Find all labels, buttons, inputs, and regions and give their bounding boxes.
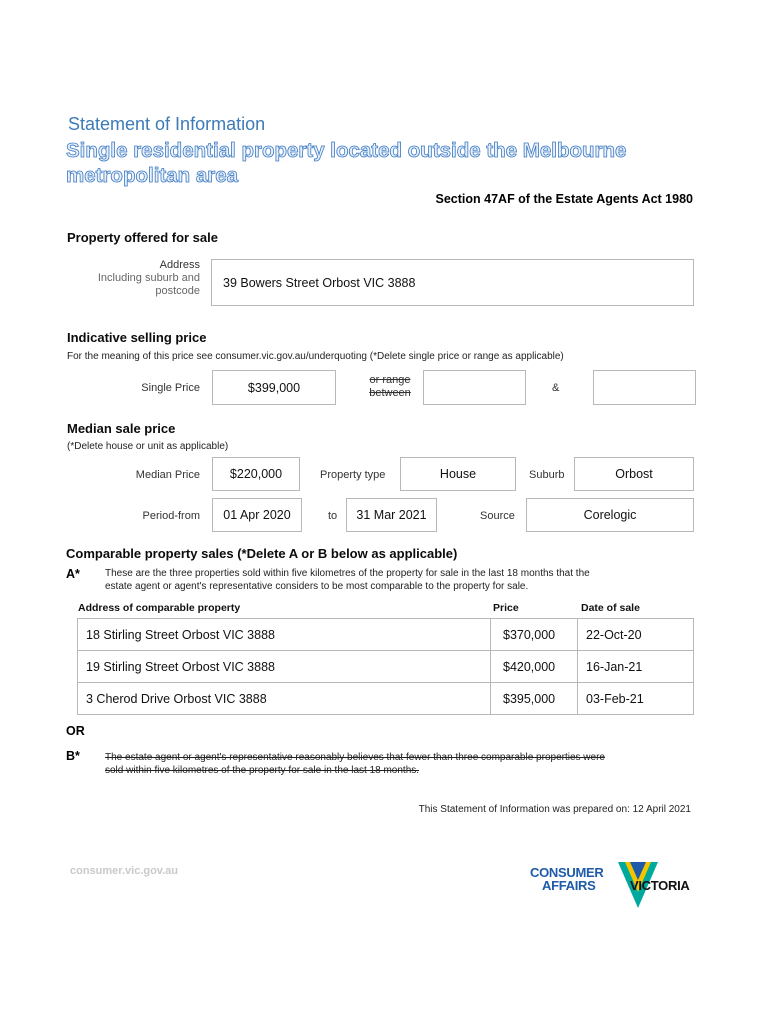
source-field[interactable] (526, 498, 694, 532)
range-label (360, 374, 420, 400)
source-label: Source (480, 510, 515, 522)
prepared-date: This Statement of Information was prepared on: 12 April 2021 (418, 804, 691, 815)
address-value: 39 Bowers Street Orbost VIC 3888 (223, 275, 416, 290)
option-a-text-line-2: estate agent or agent's representative considers to be most comparable to the property for sale. (105, 580, 529, 592)
consumer-affairs-victoria-logo (530, 862, 700, 910)
option-b-text-line-1: The estate agent or agent's representative reasonably believes that fewer than three comparable properties were (105, 752, 605, 763)
period-from-field[interactable] (212, 498, 302, 532)
address-label-line-1: Address (159, 259, 200, 271)
period-to-field[interactable] (346, 498, 437, 532)
period-to-label: to (328, 510, 338, 522)
comparable-address-1: 18 Stirling Street Orbost VIC 3888 (86, 627, 275, 642)
median-heading: Median sale price (67, 421, 176, 436)
suburb-value: Orbost (615, 467, 653, 481)
act-reference: Section 47AF of the Estate Agents Act 1980 (435, 192, 693, 206)
single-price-field[interactable] (212, 370, 336, 405)
range-to-field[interactable] (593, 370, 696, 405)
comparable-date-1: 22-Oct-20 (586, 627, 642, 642)
address-label-line-3: postcode (155, 285, 200, 297)
column-date-header: Date of sale (581, 602, 640, 614)
column-address-header: Address of comparable property (78, 602, 241, 614)
table-rule-mid-1 (490, 618, 491, 715)
or-separator: OR (66, 724, 85, 738)
period-from-value: 01 Apr 2020 (223, 508, 291, 522)
option-b-text (105, 751, 695, 777)
comparable-date-2: 16-Jan-21 (586, 659, 643, 674)
source-value: Corelogic (583, 508, 637, 522)
table-rule-left (77, 618, 78, 715)
single-price-value: $399,000 (247, 380, 301, 395)
comparable-date-3: 03-Feb-21 (586, 691, 644, 706)
option-a-text-line-1: These are the three properties sold within five kilometres of the property for sale in the last 18 months that the (105, 568, 590, 579)
statement-label: Statement of Information (68, 114, 266, 134)
logo-consumer-text: CONSUMER (530, 865, 604, 880)
table-rule-right (693, 618, 694, 715)
logo-victoria-text: VICTORIA (630, 878, 690, 893)
comparable-table (77, 618, 694, 716)
option-a-text (105, 568, 695, 593)
comparable-address-2: 19 Stirling Street Orbost VIC 3888 (86, 659, 275, 674)
address-label (98, 259, 200, 298)
indicative-note: For the meaning of this price see consumer.vic.gov.au/underquoting (*Delete single price or range as applicable) (67, 351, 564, 362)
address-field[interactable] (211, 259, 694, 306)
indicative-heading: Indicative selling price (67, 330, 207, 345)
median-price-label: Median Price (135, 469, 200, 481)
range-ampersand: & (552, 382, 560, 394)
single-price-label: Single Price (141, 382, 200, 394)
suburb-field[interactable] (574, 457, 694, 491)
range-label-line-2: between (369, 387, 411, 399)
period-from-label: Period-from (142, 510, 200, 522)
property-type-value: House (439, 467, 477, 481)
footer-website: consumer.vic.gov.au (70, 865, 179, 877)
period-to-value: 31 Mar 2021 (356, 508, 427, 522)
table-rule-mid-2 (577, 618, 578, 715)
comparable-heading: Comparable property sales (*Delete A or B below as applicable) (66, 546, 458, 561)
document-title: Single residential property located outside the Melbourne metropolitan area (66, 139, 627, 187)
property-heading: Property offered for sale (67, 230, 218, 245)
comparable-address-3: 3 Cherod Drive Orbost VIC 3888 (86, 691, 267, 706)
median-note: (*Delete house or unit as applicable) (67, 441, 229, 452)
logo-affairs-text: AFFAIRS (542, 878, 596, 893)
comparable-price-3: $395,000 (503, 691, 556, 706)
median-price-field[interactable] (212, 457, 300, 491)
property-type-label: Property type (320, 469, 386, 481)
suburb-label: Suburb (529, 469, 565, 481)
median-price-value: $220,000 (229, 467, 283, 481)
column-price-header: Price (493, 602, 519, 614)
comparable-price-2: $420,000 (503, 659, 556, 674)
option-a-marker: A* (66, 567, 80, 581)
option-b-marker: B* (66, 749, 80, 763)
address-label-line-2: Including suburb and (97, 272, 200, 284)
comparable-price-1: $370,000 (503, 627, 556, 642)
property-type-field[interactable] (400, 457, 516, 491)
range-label-line-1: or range (369, 374, 411, 386)
option-b-text-line-2: sold within five kilometres of the property for sale in the last 18 months. (105, 765, 420, 776)
range-from-field[interactable] (423, 370, 526, 405)
